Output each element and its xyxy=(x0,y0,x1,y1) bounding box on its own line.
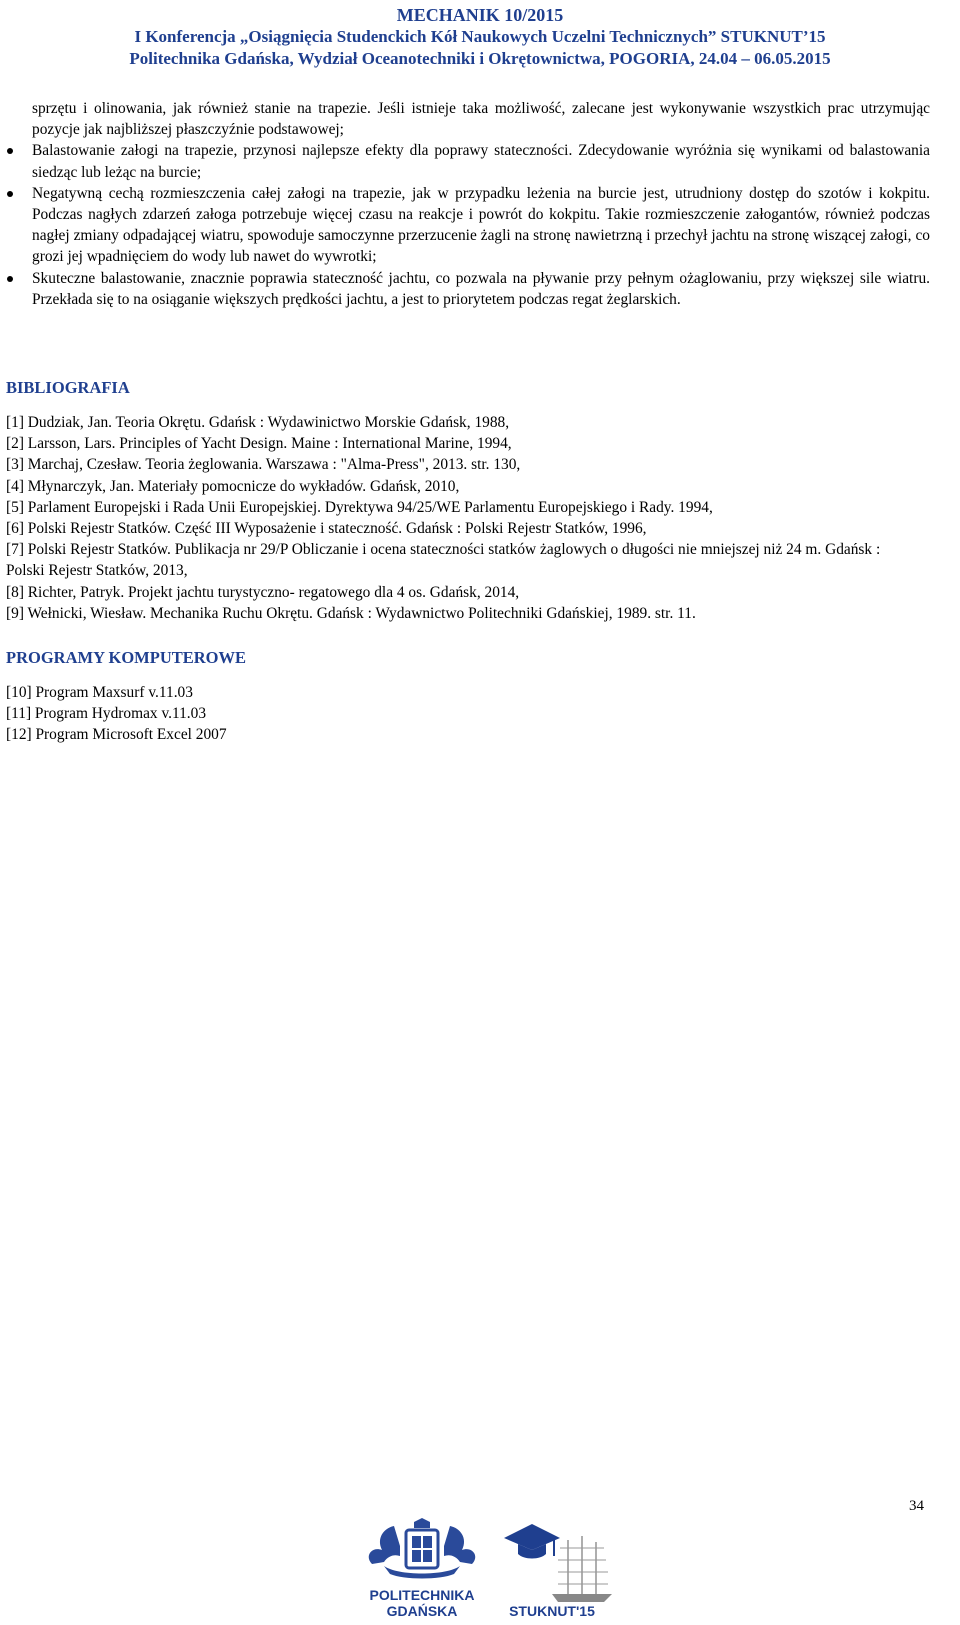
reference-item: [1] Dudziak, Jan. Teoria Okrętu. Gdańsk : Wydawinictwo Morskie Gdańsk, 1988, xyxy=(6,414,510,431)
list-item-text: Balastowanie załogi na trapezie, przynosi najlepsze efekty dla poprawy stateczności. Zdecydowanie wyróżnia się wynikami od balastowania siedząc lub leżąc na burcie; xyxy=(32,142,930,181)
footer-logos xyxy=(354,1516,616,1620)
reference-item: [2] Larsson, Lars. Principles of Yacht Design. Maine : International Marine, 1994, xyxy=(6,435,512,453)
page-header xyxy=(0,0,960,70)
politechnika-gdanska-emblem-icon xyxy=(369,1518,476,1579)
header-conference: I Konferencja „Osiągnięcia Studenckich Kół Naukowych Uczelni Technicznych” STUKNUT’15 xyxy=(134,27,826,46)
reference-item: [9] Wełnicki, Wiesław. Mechanika Ruchu Okrętu. Gdańsk : Wydawnictwo Politechniki Gdańskiej, 1989. str. 11. xyxy=(6,604,696,622)
programs-list xyxy=(6,682,926,746)
list-item xyxy=(32,268,930,310)
header-venue: Politechnika Gdańska, Wydział Oceanotechniki i Okrętownictwa, POGORIA, 24.04 – 06.05.2015 xyxy=(129,49,831,68)
logo-politechnika-text: POLITECHNIKA xyxy=(369,1587,475,1603)
header-journal: MECHANIK 10/2015 xyxy=(396,5,564,25)
reference-item: [7] Polski Rejestr Statków. Publikacja nr 29/P Obliczanie i ocena stateczności statków żaglowych o długości nie mniejszej niż 24 m. Gdańsk : Polski Rejestr Statków, 2013, xyxy=(6,541,881,580)
bullet-icon xyxy=(7,276,13,282)
programs-heading: PROGRAMY KOMPUTEROWE xyxy=(6,648,246,667)
logo-stuknut-text: STUKNUT'15 xyxy=(509,1603,595,1619)
reference-item: [6] Polski Rejestr Statków. Część III Wyposażenie i stateczność. Gdańsk : Polski Rejestr Statków, 1996, xyxy=(6,520,647,538)
continuation-paragraph: sprzętu i olinowania, jak również stanie na trapezie. Jeśli istnieje taka możliwość, zalecane jest wykonywanie wszystkich prac utrzymując pozycje jak najbliższej płaszczyźnie podstawowej; xyxy=(32,100,930,139)
program-item: [11] Program Hydromax v.11.03 xyxy=(6,705,207,723)
graduation-cap-ship-icon xyxy=(504,1524,612,1602)
reference-item: [8] Richter, Patryk. Projekt jachtu turystyczno- regatowego dla 4 os. Gdańsk, 2014, xyxy=(6,583,520,601)
reference-item: [5] Parlament Europejski i Rada Unii Europejskiej. Dyrektywa 94/25/WE Parlamentu Europejskiego i Rady. 1994, xyxy=(6,498,713,516)
bullet-icon xyxy=(7,148,13,154)
bullet-icon xyxy=(7,191,13,197)
list-item-text: Negatywną cechą rozmieszczenia całej załogi na trapezie, jak w przypadku leżenia na burcie jest, utrudniony dostęp do szotów i kokpitu. Podczas nagłych zdarzeń załoga potrzebuje więcej czasu na reakcje i powrót do kokpitu. Takie rozmieszczenie załogantów, również podczas nagłej zmiany odpadającej wiatru, spowoduje samoczynne przerzucenie żagli na stronę nawietrzną i przechył jachtu na stronę wiszącej załogi, co grozi jej wpadnięciem do wody lub nawet do wywrotki; xyxy=(32,184,930,266)
reference-item: [3] Marchaj, Czesław. Teoria żeglowania. Warszawa : "Alma-Press", 2013. str. 130, xyxy=(6,456,521,474)
bibliography-list xyxy=(6,412,926,624)
program-item: [10] Program Maxsurf v.11.03 xyxy=(6,684,193,701)
list-item-text: Skuteczne balastowanie, znacznie poprawia stateczność jachtu, co pozwala na pływanie przy pełnym ożaglowaniu, przy większej sile wiatru. Przekłada się to na osiąganie większych prędkości jachtu, a jest to priorytetem podczas regat żeglarskich. xyxy=(32,269,930,308)
bibliography-heading: BIBLIOGRAFIA xyxy=(6,378,130,397)
body-text xyxy=(32,98,930,310)
program-item: [12] Program Microsoft Excel 2007 xyxy=(6,726,227,744)
reference-item: [4] Młynarczyk, Jan. Materiały pomocnicze do wykładów. Gdańsk, 2010, xyxy=(6,477,460,495)
page-number: 34 xyxy=(909,1498,924,1514)
conclusions-list xyxy=(32,140,930,310)
list-item xyxy=(32,183,930,268)
list-item xyxy=(32,140,930,182)
logo-gdanska-text: GDAŃSKA xyxy=(386,1603,458,1619)
